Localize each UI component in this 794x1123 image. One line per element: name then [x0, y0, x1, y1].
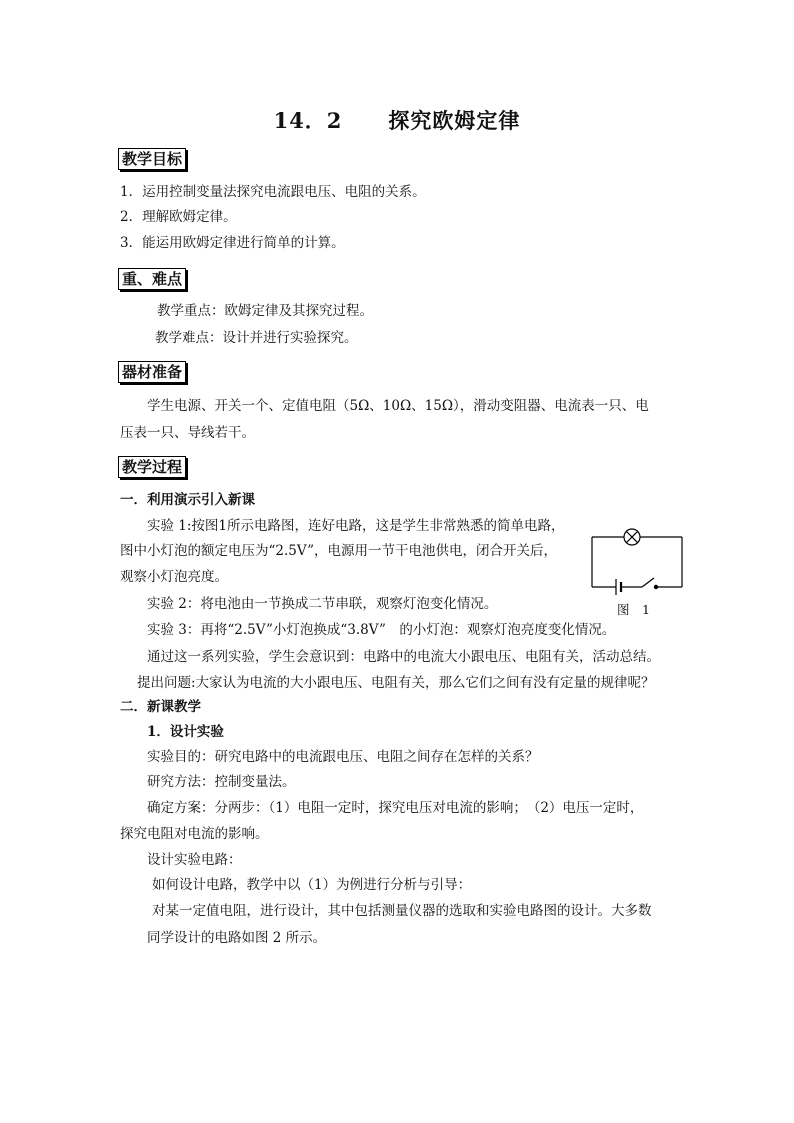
plan-line: 探究电阻对电流的影响。	[120, 826, 269, 842]
section-heading-key-points: 重、难点	[118, 268, 186, 290]
exp1-line: 实验 1:按图1所示电路图，连好电路，这是学生非常熟悉的简单电路，	[147, 518, 565, 534]
part1-heading: 一．利用演示引入新课	[120, 492, 255, 508]
goal-item: 2．理解欧姆定律。	[120, 209, 237, 225]
section-heading-goals: 教学目标	[118, 148, 186, 170]
materials-line: 学生电源、开关一个、定值电阻（5Ω、10Ω、15Ω），滑动变阻器、电流表一只、电	[147, 398, 649, 414]
exp1-line: 图中小灯泡的额定电压为“2.5V”，电源用一节干电池供电，闭合开关后，	[120, 543, 558, 559]
goal-item: 3．能运用欧姆定律进行简单的计算。	[120, 235, 345, 251]
exp1-line: 观察小灯泡亮度。	[120, 569, 228, 585]
design-line: 设计实验电路：	[147, 852, 242, 868]
purpose-line: 实验目的：研究电路中的电流跟电压、电阻之间存在怎样的关系？	[147, 749, 539, 765]
method-line: 研究方法：控制变量法。	[147, 774, 296, 790]
goal-item: 1．运用控制变量法探究电流跟电压、电阻的关系。	[120, 184, 426, 200]
exp3-line: 实验 3：再将“2.5V”小灯泡换成“3.8V” 的小灯泡：观察灯泡亮度变化情况。	[147, 622, 616, 638]
materials-line: 压表一只、导线若干。	[120, 425, 255, 441]
key-difficulty: 教学难点：设计并进行实验探究。	[155, 330, 358, 346]
switch-icon	[642, 578, 654, 587]
part2-heading: 二．新课教学	[120, 699, 201, 715]
section-heading-materials: 器材准备	[118, 361, 186, 383]
title-text: 探究欧姆定律	[388, 108, 521, 133]
figure-1-caption: 图 1	[617, 602, 650, 617]
summary-line: 通过这一系列实验，学生会意识到：电路中的电流大小跟电压、电阻有关，活动总结。	[147, 649, 660, 665]
paragraph-line: 同学设计的电路如图 2 所示。	[147, 930, 327, 946]
exp2-line: 实验 2：将电池由一节换成二节串联，观察灯泡变化情况。	[147, 596, 498, 612]
part2-subheading: 1．设计实验	[147, 724, 224, 740]
title-number: 14．2	[273, 108, 343, 133]
key-focus: 教学重点：欧姆定律及其探究过程。	[157, 303, 373, 319]
section-heading-process: 教学过程	[118, 456, 186, 478]
paragraph-line: 对某一定值电阻，进行设计，其中包括测量仪器的选取和实验电路图的设计。大多数	[152, 903, 652, 919]
question-line: 提出问题:大家认为电流的大小跟电压、电阻有关，那么它们之间有没有定量的规律呢？	[137, 675, 655, 691]
plan-line: 确定方案：分两步：（1）电阻一定时，探究电压对电流的影响； （2）电压一定时，	[147, 800, 644, 816]
page-title	[0, 105, 794, 135]
how-line: 如何设计电路，教学中以（1）为例进行分析与引导：	[152, 877, 472, 893]
